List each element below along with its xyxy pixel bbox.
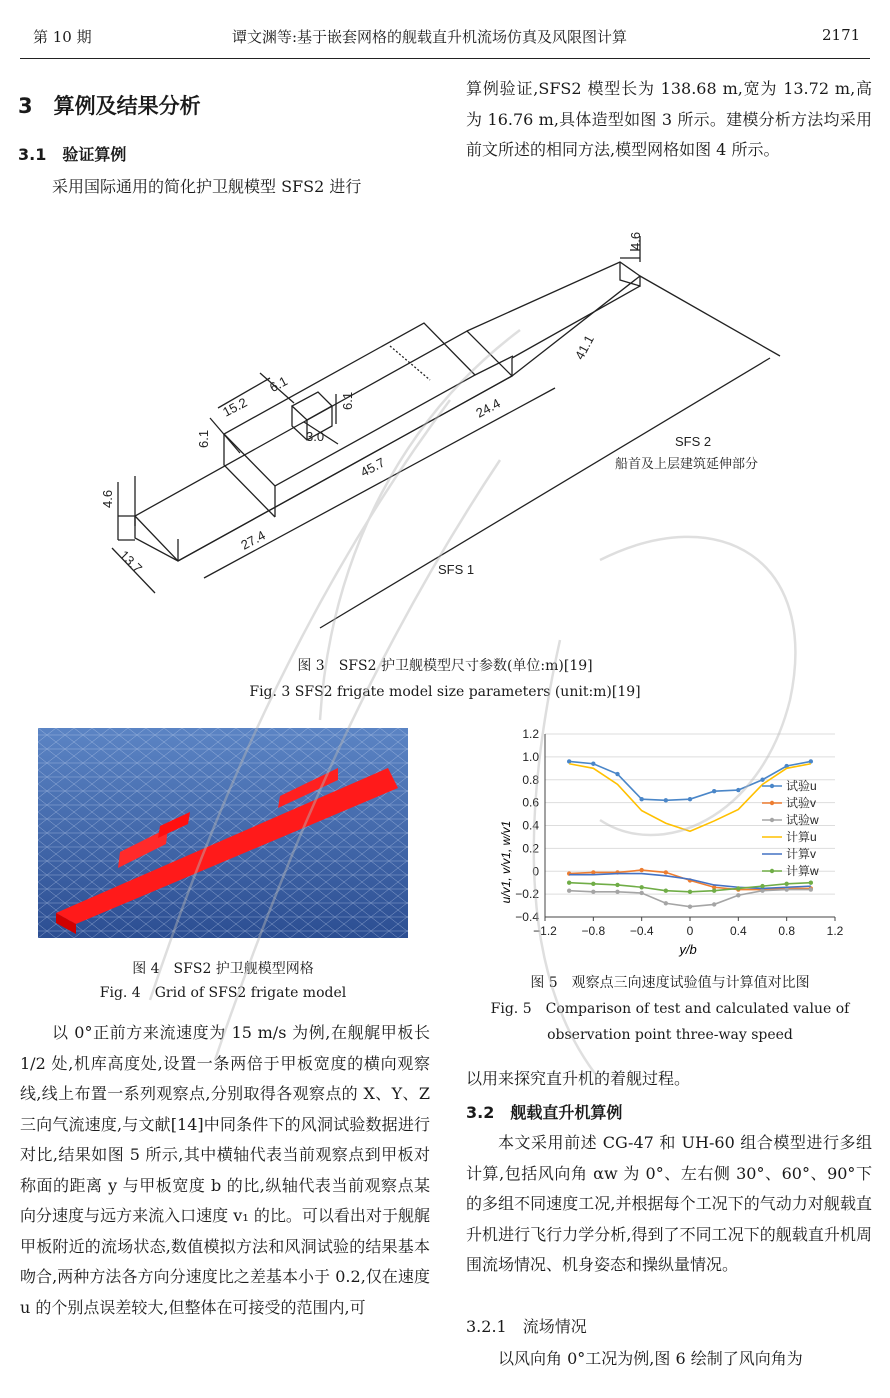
dim-label: 4.6 [100, 489, 115, 508]
legend-label: 试验v [786, 796, 817, 810]
x-tick-label: 0.8 [778, 924, 796, 938]
header-title: 谭文渊等:基于嵌套网格的舰载直升机流场仿真及风限图计算 [232, 28, 628, 46]
subsection-title-3-2-1: 3.2.1 流场情况 [466, 1317, 587, 1336]
legend-marker [770, 818, 774, 822]
data-point [615, 883, 619, 887]
data-point [567, 880, 571, 884]
y-tick-label: −0.4 [515, 910, 539, 924]
fig4-caption-en: Fig. 4 Grid of SFS2 frigate model [99, 985, 347, 1001]
legend-label: 试验u [786, 779, 817, 793]
dim-label: 3.0 [306, 429, 325, 444]
hull-top-face [135, 331, 512, 561]
data-point [736, 893, 740, 897]
data-point [688, 905, 692, 909]
y-tick-label: 0.8 [522, 772, 539, 787]
data-point [664, 888, 668, 892]
y-tick-label: 0.4 [522, 818, 539, 833]
fig4-caption-cn: 图 4 SFS2 护卫舰模型网格 [132, 961, 314, 977]
data-point [615, 772, 619, 776]
label-sfs2-note: 船首及上层建筑延伸部分 [615, 456, 759, 471]
body-right-paragraph-3-2: 本文采用前述 CG-47 和 UH-60 组合模型进行多组计算,包括风向角 αw 为 0°、左右侧 30°、60°、90°下的多组不同速度工况,并根据每个工况下的气动力对舰载直升机进行飞行力学分析,得到了不同工况下的舰载直升机周围流场情况、机身姿态和操纵量情况。 [466, 1133, 872, 1274]
dim-label: 24.4 [473, 395, 503, 421]
data-point [664, 870, 668, 874]
data-point [712, 789, 716, 793]
fig3-caption-en: Fig. 3 SFS2 frigate model size parameters (unit:m)[19] [249, 684, 641, 700]
body-right-paragraph-3-2-1: 以风向角 0°工况为例,图 6 绘制了风向角为 [498, 1349, 803, 1368]
label-sfs1: SFS 1 [438, 562, 475, 577]
x-axis-label: y/b [679, 942, 697, 957]
x-tick-label: 0 [686, 924, 694, 938]
fig5-caption-en-2: observation point three-way speed [547, 1027, 793, 1043]
data-point [639, 891, 643, 895]
y-tick-label: 1.0 [522, 749, 539, 764]
data-point [809, 887, 813, 891]
y-tick-label: 0 [532, 864, 539, 879]
legend-label: 计算w [786, 864, 819, 878]
subsection-title-3-1: 3.1 验证算例 [18, 145, 127, 164]
fig5-chart [490, 722, 850, 960]
series-line-0 [569, 761, 811, 800]
header-page-number: 2171 [822, 26, 861, 44]
data-point [639, 868, 643, 872]
chart-series [567, 759, 813, 909]
dim-label: 6.1 [266, 373, 290, 395]
data-point [567, 759, 571, 763]
data-point [736, 886, 740, 890]
x-tick-label: −0.4 [629, 924, 654, 938]
legend-label: 试验w [786, 813, 819, 827]
chart-legend [762, 779, 819, 878]
data-point [688, 890, 692, 894]
data-point [760, 884, 764, 888]
data-point [591, 762, 595, 766]
legend-marker [770, 801, 774, 805]
data-point [615, 890, 619, 894]
body-right-continuation: 以用来探究直升机的着舰过程。 [466, 1069, 691, 1088]
body-left-paragraph: 以 0°正前方来流速度为 15 m/s 为例,在舰艉甲板长 1/2 处,机库高度处,设置一条两倍于甲板宽度的横向观察线,线上布置一系列观察点,分别取得各观察点的 X、Y、Z 三向气流速度,与文献[14]中同条件下的风洞试验数据进行对比,结果如图 5 所示,其中横轴代表当前观察点到甲板对称面的距离 y 与甲板宽度 b 的比,纵轴代表当前观察点某向分速度与远方来流入口速度 v₁ 的比。可以看出对于舰艉甲板附近的流场状态,数值模拟方法和风洞试验的结果基本吻合,两种方法各方向分速度比之差基本小于 0.2,仅在速度 u 的个别点误差较大,但整体在可接受的范围内,可 [20, 1023, 430, 1317]
y-tick-label: 0.2 [522, 841, 539, 856]
data-point [760, 778, 764, 782]
y-axis-label: u/v1, v/v1, w/v1 [499, 820, 513, 904]
data-point [664, 798, 668, 802]
data-point [712, 888, 716, 892]
label-sfs2: SFS 2 [675, 434, 712, 449]
header-rule [20, 58, 870, 59]
data-point [712, 902, 716, 906]
fig4-mesh-image [38, 728, 408, 938]
dim-label: 41.1 [571, 332, 597, 362]
left-intro-paragraph: 采用国际通用的简化护卫舰模型 SFS2 进行 [52, 177, 362, 196]
y-tick-label: −0.2 [515, 887, 539, 902]
legend-marker [770, 869, 774, 873]
dim-label: 45.7 [357, 454, 388, 480]
legend-marker [770, 784, 774, 788]
dim-label: 6.1 [196, 429, 211, 448]
fig5-caption-en-1: Fig. 5 Comparison of test and calculated value of [490, 1001, 850, 1017]
data-point [591, 882, 595, 886]
data-point [784, 882, 788, 886]
header-issue: 第 10 期 [33, 28, 92, 46]
dim-label: 27.4 [238, 527, 268, 553]
subsection-title-3-2: 3.2 舰载直升机算例 [466, 1103, 623, 1122]
fig5-caption-cn: 图 5 观察点三向速度试验值与计算值对比图 [530, 975, 810, 991]
dim-label: 13.7 [116, 547, 146, 576]
data-point [639, 885, 643, 889]
right-intro-paragraph: 算例验证,SFS2 模型长为 138.68 m,宽为 13.72 m,高为 16.76 m,具体造型如图 3 所示。建模分析方法均采用前文所述的相同方法,模型网格如图 4 所示。 [466, 79, 872, 159]
dim-label: 4.6 [628, 231, 643, 250]
data-point [664, 901, 668, 905]
data-point [639, 797, 643, 801]
fig3-drawing [100, 228, 800, 646]
x-tick-label: 0.4 [729, 924, 747, 938]
legend-label: 计算u [786, 830, 817, 844]
section-title: 3 算例及结果分析 [18, 94, 201, 118]
y-tick-label: 0.6 [522, 795, 539, 810]
data-point [591, 890, 595, 894]
dim-label: 6.1 [340, 391, 355, 410]
data-point [809, 880, 813, 884]
x-tick-label: −1.2 [533, 924, 557, 938]
data-point [688, 797, 692, 801]
data-point [809, 759, 813, 763]
x-tick-label: −0.8 [581, 924, 606, 938]
y-tick-label: 1.2 [522, 727, 539, 741]
legend-label: 计算v [786, 847, 817, 861]
data-point [736, 788, 740, 792]
x-tick-label: 1.2 [826, 924, 844, 938]
fig3-caption-cn: 图 3 SFS2 护卫舰模型尺寸参数(单位:m)[19] [297, 658, 593, 674]
dim-label: 15.2 [220, 394, 250, 420]
data-point [567, 888, 571, 892]
